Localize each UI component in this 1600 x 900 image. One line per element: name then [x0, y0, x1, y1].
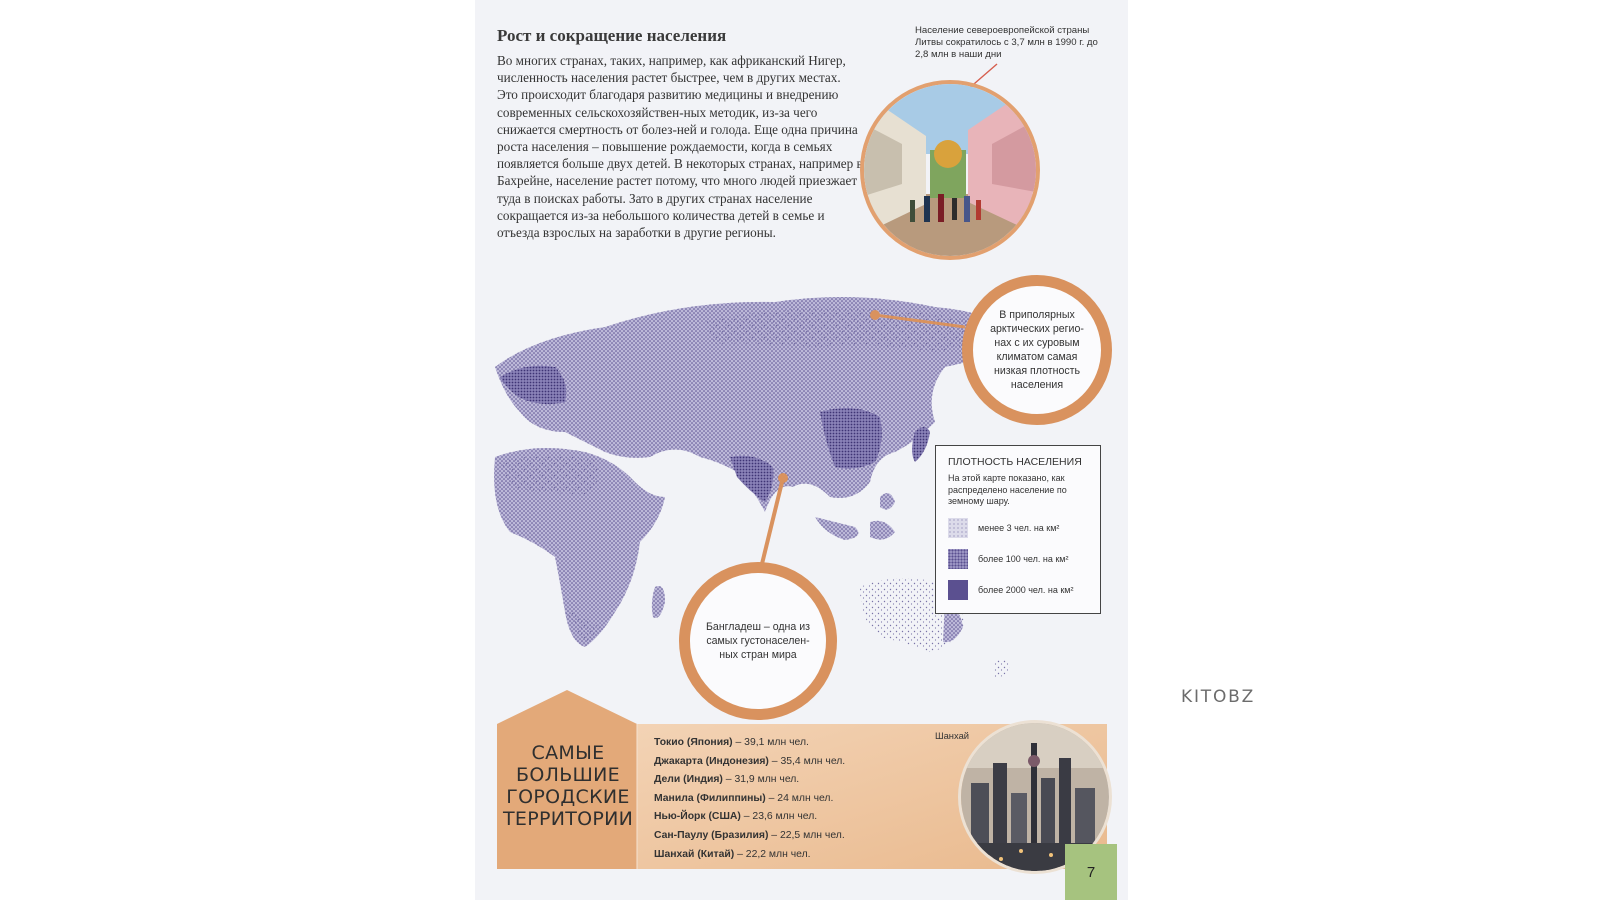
legend-description: На этой карте показано, как распределено население по земному шару. [948, 473, 1067, 507]
legend-label: более 100 чел. на км² [978, 553, 1069, 564]
city-population: – 22,5 млн чел. [768, 829, 845, 841]
city-name: Джакарта (Индонезия) [654, 755, 769, 767]
city-name: Токио (Япония) [654, 737, 733, 748]
city-row [654, 846, 845, 865]
cities-list [654, 734, 845, 864]
city-name: Дели (Индия) [654, 774, 723, 786]
city-population: – 35,4 млн чел. [768, 755, 846, 767]
lithuania-street-photo [860, 80, 1040, 260]
city-name: Шанхай (Китай) [654, 848, 735, 860]
city-row [654, 790, 845, 809]
city-name: Сан-Паулу (Бразилия) [654, 829, 769, 841]
density-legend [935, 445, 1101, 614]
city-population: – 22,2 млн чел. [734, 848, 811, 860]
city-population: – 31,9 млн чел. [722, 774, 800, 786]
cities-title: САМЫЕ БОЛЬШИЕ ГОРОДСКИЕ ТЕРРИТОРИИ [503, 742, 634, 830]
city-row [654, 734, 845, 753]
section-title: Рост и сокращение населения [497, 26, 727, 45]
legend-swatch-high [948, 580, 968, 600]
legend-swatch-low [948, 518, 968, 538]
legend-title: ПЛОТНОСТЬ НАСЕЛЕНИЯ [948, 456, 1082, 468]
book-page [475, 0, 1128, 900]
city-name: Нью-Йорк (США) [654, 811, 741, 823]
city-row [654, 753, 845, 772]
site-watermark: KITOBZ [1181, 687, 1256, 707]
legend-item [948, 518, 1090, 538]
section-body-text: Во многих странах, таких, например, как африканский Нигер, численность населения растет быстрее, чем в других местах. Это происходит благодаря развитию медицины и внедрению современных сельскохозяйствен-ных методик, из-за чего снижается смертность от болез-ней и голода. Еще одна причина роста населения – повышение рождаемости, когда в семьях появляется больше двух детей. В некоторых странах, например в Бахрейне, население растет потому, что много людей приезжает туда в поисках работы. Зато в других странах население сокращается из-за небольшого количества детей в семье и отъезда взрослых на заработки в другие регионы. [497, 53, 863, 241]
city-population: – 23,6 млн чел. [740, 811, 818, 823]
arctic-callout-text: В приполярных арктических регио-нах с их суровым климатом самая низкая плотность населения [990, 309, 1084, 391]
shanghai-photo-label: Шанхай [935, 730, 970, 741]
legend-item [948, 549, 1090, 569]
city-name: Манила (Филиппины) [654, 792, 766, 804]
photo-caption: Население североевропейской страны Литвы сократилось с 3,7 млн в 1990 г. до 2,8 млн в наши дни [915, 25, 1098, 60]
city-population: – 39,1 млн чел. [732, 737, 809, 748]
legend-label: более 2000 чел. на км² [978, 584, 1074, 595]
legend-swatch-medium [948, 549, 968, 569]
legend-label: менее 3 чел. на км² [978, 522, 1060, 533]
page-number: 7 [1065, 844, 1117, 900]
city-row [654, 771, 845, 790]
city-row [654, 808, 845, 827]
legend-item [948, 580, 1090, 600]
city-row [654, 827, 845, 846]
city-population: – 24 млн чел. [765, 792, 834, 804]
bangladesh-callout-text: Бангладеш – одна из самых густонаселен-ных стран мира [705, 621, 811, 661]
arctic-callout [962, 275, 1112, 425]
